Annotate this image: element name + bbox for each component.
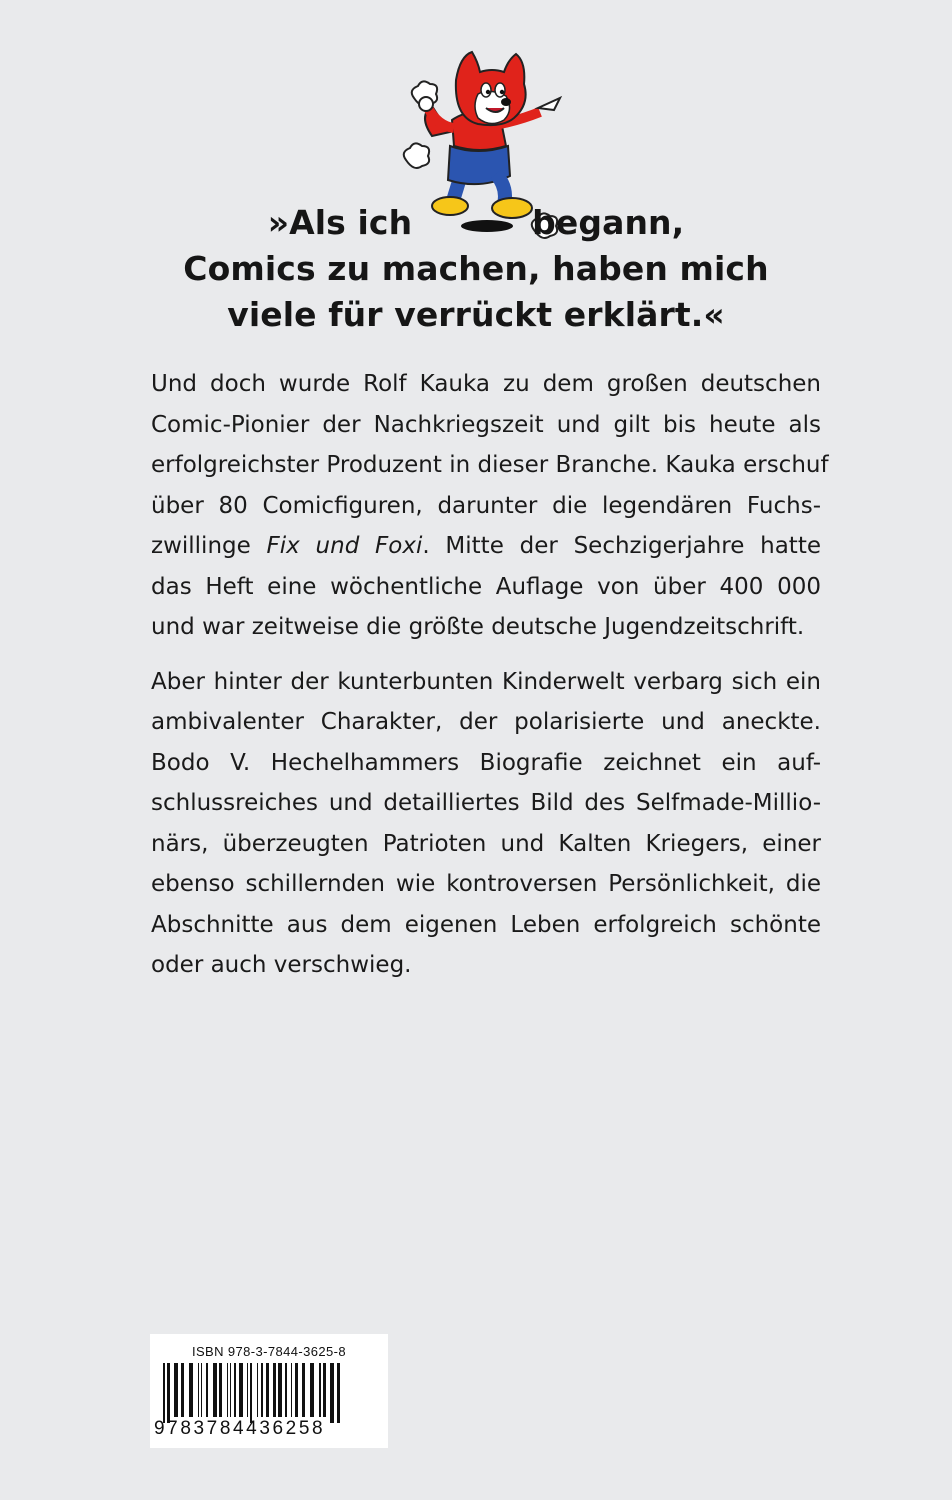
book-title: Fix und Foxi [266,533,423,559]
barcode-bar [167,1363,170,1423]
barcode-bar [181,1363,184,1417]
barcode-bar [319,1363,321,1417]
text-line: ebenso schillernden wie kontroversen Persönlichkeit, die [151,871,821,897]
barcode-bar [189,1363,193,1417]
text-line: ambivalenter Charakter, der polarisierte und aneckte. [151,709,821,735]
barcode-bar [273,1363,276,1417]
text-line: Und doch wurde Rolf Kauka zu dem großen deutschen [151,371,821,397]
barcode-bar [278,1363,282,1417]
barcode-bar [261,1363,263,1417]
text-line: Bodo V. Hechelhammers Biografie zeichnet ein auf- [151,749,821,776]
paragraph-1 [151,364,829,648]
barcode-bar [219,1363,222,1417]
text-line: närs, überzeugten Patrioten und Kalten Kriegers, einer [151,830,821,857]
barcode-bar [250,1363,252,1423]
barcode-bar [257,1363,258,1417]
text-line: Aber hinter der kunterbunten Kinderwelt verbarg sich ein [151,668,821,695]
text-line: Abschnitte aus dem eigenen Leben erfolgreich schönte [151,911,821,938]
text-line: Comic-Pionier der Nachkriegszeit und gilt bis heute als [151,411,821,438]
barcode-bar [337,1363,340,1423]
barcode-bar [266,1363,269,1417]
barcode-icon [163,1363,375,1423]
barcode-bar [247,1363,248,1417]
pull-quote [0,200,952,338]
barcode-bar [291,1363,292,1417]
barcode-bar [285,1363,287,1417]
barcode-bar [227,1363,228,1417]
barcode-bar [174,1363,178,1417]
paragraph-2 [151,662,821,986]
barcode-bar [163,1363,165,1423]
text-line: erfolgreichster Produzent in dieser Branche. Kauka erschuf [151,452,829,478]
barcode-bar [295,1363,298,1417]
barcode-bar [206,1363,208,1417]
barcode-bar [198,1363,199,1417]
barcode-bar [230,1363,231,1417]
barcode-bar [302,1363,305,1417]
barcode-bar [310,1363,314,1417]
isbn-barcode [150,1334,388,1448]
quote-line-1-end: begann, [532,203,685,242]
text-segment: . Mitte der Sechzigerjahre hatte [422,533,821,559]
quote-line-3: viele für verrückt erklärt.« [227,295,725,334]
barcode-bar [213,1363,217,1417]
text-line: und war zeitweise die größte deutsche Jugendzeitschrift. [151,614,805,640]
text-line [151,526,821,567]
barcode-bar [201,1363,202,1417]
barcode-bar [239,1363,243,1417]
text-line: das Heft eine wöchentliche Auflage von über 400 000 [151,573,821,600]
text-line: schlussreiches und detailliertes Bild des Selfmade-Millio- [151,790,821,816]
quote-line-1-start: »Als ich [267,203,413,242]
text-line: oder auch verschwieg. [151,952,412,978]
isbn-label: ISBN 978-3-7844-3625-8 [191,1344,347,1359]
quote-line-1 [0,200,952,246]
barcode-bar [323,1363,326,1417]
text-segment: zwillinge [151,533,251,559]
quote-line-2: Comics zu machen, haben mich [183,249,769,288]
blurb-text [151,364,829,1000]
barcode-bar [330,1363,334,1423]
text-line: über 80 Comicfiguren, darunter die legendären Fuchs- [151,492,821,519]
isbn-digits: 9783784436258 [154,1418,326,1439]
barcode-bar [234,1363,236,1417]
